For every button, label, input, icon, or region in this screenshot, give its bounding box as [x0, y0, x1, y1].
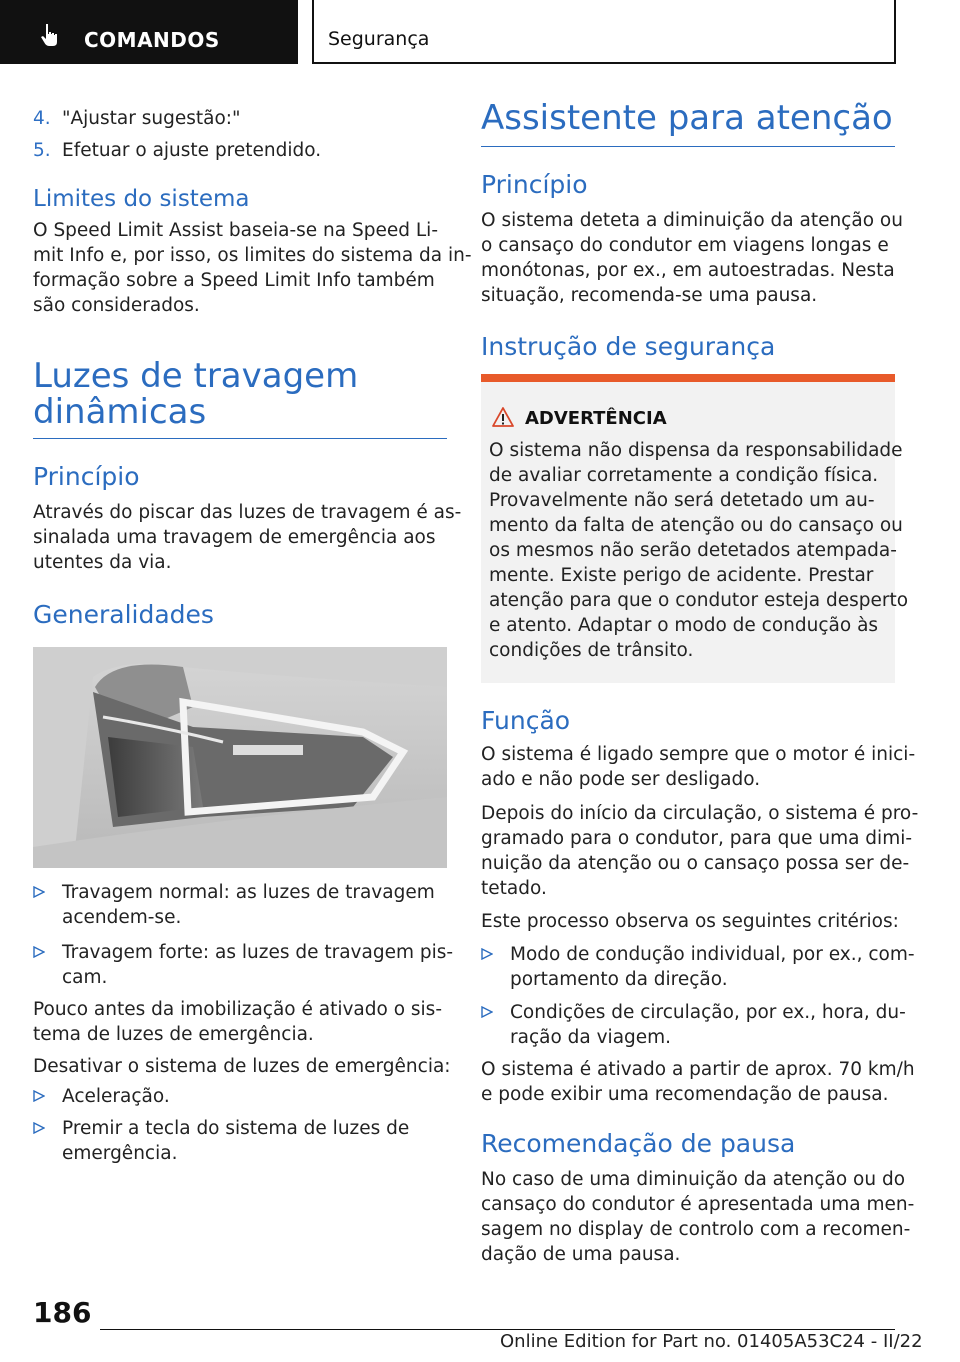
- paragraph-line: monótonas, por ex., em autoestradas. Nesta: [481, 260, 895, 281]
- footer-rule: [100, 1329, 895, 1330]
- paragraph-line: tema de luzes de emergência.: [33, 1024, 314, 1045]
- triangle-bullet-icon: [481, 1006, 493, 1018]
- list-item-line: Travagem normal: as luzes de travagem: [62, 882, 435, 903]
- paragraph-line: Depois do início da circulação, o sistema é pro-: [481, 803, 919, 824]
- list-item-line: cam.: [62, 967, 108, 988]
- limits-heading: Limites do sistema: [33, 186, 250, 212]
- warning-line: condições de trânsito.: [489, 640, 694, 661]
- paragraph-line: No caso de uma diminuição da atenção ou do: [481, 1169, 906, 1190]
- hand-icon: [38, 22, 64, 48]
- paragraph-line: utentes da via.: [33, 552, 172, 573]
- list-item-line: acendem-se.: [62, 907, 182, 928]
- triangle-bullet-icon: [33, 946, 45, 958]
- list-item-line: emergência.: [62, 1143, 178, 1164]
- edition-note: Online Edition for Part no. 01405A53C24 - II/22: [500, 1331, 923, 1352]
- list-item-line: ração da viagem.: [510, 1027, 672, 1048]
- tail-light-illustration: [33, 647, 447, 868]
- paragraph-line: mit Info e, por isso, os limites do sistema da in-: [33, 245, 472, 266]
- paragraph-line: cansaço do condutor é apresentada uma men-: [481, 1194, 915, 1215]
- paragraph-line: o cansaço do condutor em viagens longas e: [481, 235, 889, 256]
- paragraph-line: O sistema deteta a diminuição da atenção ou: [481, 210, 903, 231]
- section-title: Segurança: [328, 28, 430, 50]
- warning-line: mento da falta de atenção ou do cansaço ou: [489, 515, 903, 536]
- paragraph-line: ado e não pode ser desligado.: [481, 769, 761, 790]
- warning-line: e atento. Adaptar o modo de condução às: [489, 615, 879, 636]
- paragraph-line: nuição da atenção ou o cansaço possa ser de-: [481, 853, 910, 874]
- step-number: 5.: [33, 140, 51, 161]
- section-title: Assistente para atenção: [481, 98, 893, 138]
- triangle-bullet-icon: [33, 1122, 45, 1134]
- triangle-bullet-icon: [33, 1090, 45, 1102]
- warning-line: atenção para que o condutor esteja desperto: [489, 590, 909, 611]
- warning-line: O sistema não dispensa da responsabilidade: [489, 440, 903, 461]
- list-item-line: Condições de circulação, por ex., hora, du-: [510, 1002, 906, 1023]
- paragraph-line: O Speed Limit Assist baseia-se na Speed Li-: [33, 220, 438, 241]
- chapter-label: COMANDOS: [84, 28, 220, 52]
- title-rule: [33, 438, 447, 439]
- pause-heading: Recomendação de pausa: [481, 1129, 796, 1158]
- section-title-line: Luzes de travagem: [33, 356, 359, 396]
- title-rule: [481, 146, 895, 147]
- section-title-line: dinâmicas: [33, 392, 207, 432]
- list-item-line: Modo de condução individual, por ex., com-: [510, 944, 915, 965]
- warning-title: ADVERTÊNCIA: [525, 408, 667, 429]
- warning-triangle-icon: [491, 406, 515, 428]
- tail-light-image: [33, 647, 447, 868]
- paragraph-line: gramado para o condutor, para que uma dimi-: [481, 828, 913, 849]
- warning-line: Provavelmente não será detetado um au-: [489, 490, 875, 511]
- step-text: Efetuar o ajuste pretendido.: [62, 140, 322, 161]
- paragraph-line: tetado.: [481, 878, 547, 899]
- list-item-line: Aceleração.: [62, 1086, 170, 1107]
- paragraph-line: e pode exibir uma recomendação de pausa.: [481, 1084, 889, 1105]
- paragraph-line: O sistema é ativado a partir de aprox. 70 km/h: [481, 1059, 915, 1080]
- paragraph-line: sagem no display de controlo com a recomen-: [481, 1219, 911, 1240]
- safety-heading: Instrução de segurança: [481, 332, 776, 361]
- paragraph-line: sinalada uma travagem de emergência aos: [33, 527, 436, 548]
- function-heading: Função: [481, 706, 571, 735]
- list-item-line: portamento da direção.: [510, 969, 728, 990]
- paragraph-line: situação, recomenda-se uma pausa.: [481, 285, 818, 306]
- warning-line: de avaliar corretamente a condição física.: [489, 465, 879, 486]
- list-item-line: Travagem forte: as luzes de travagem pis-: [62, 942, 454, 963]
- warning-line: os mesmos não serão detetados atempada-: [489, 540, 897, 561]
- warning-line: mente. Existe perigo de acidente. Prestar: [489, 565, 874, 586]
- paragraph-line: Através do piscar das luzes de travagem é as-: [33, 502, 462, 523]
- chapter-tab: [0, 0, 298, 64]
- warning-box: [481, 374, 909, 683]
- paragraph-line: Desativar o sistema de luzes de emergência:: [33, 1056, 451, 1077]
- principle-heading: Princípio: [33, 462, 140, 491]
- list-item-line: Premir a tecla do sistema de luzes de: [62, 1118, 410, 1139]
- paragraph-line: Este processo observa os seguintes critérios:: [481, 911, 899, 932]
- paragraph-line: Pouco antes da imobilização é ativado o sis-: [33, 999, 442, 1020]
- triangle-bullet-icon: [33, 886, 45, 898]
- section-header: [312, 0, 896, 64]
- step-number: 4.: [33, 108, 51, 129]
- principle-heading: Princípio: [481, 170, 588, 199]
- triangle-bullet-icon: [481, 948, 493, 960]
- general-heading: Generalidades: [33, 600, 214, 629]
- step-text: "Ajustar sugestão:": [62, 108, 241, 129]
- paragraph-line: são considerados.: [33, 295, 200, 316]
- paragraph-line: formação sobre a Speed Limit Info também: [33, 270, 435, 291]
- page-number: 186: [33, 1296, 92, 1329]
- paragraph-line: dação de uma pausa.: [481, 1244, 681, 1265]
- paragraph-line: O sistema é ligado sempre que o motor é inici-: [481, 744, 916, 765]
